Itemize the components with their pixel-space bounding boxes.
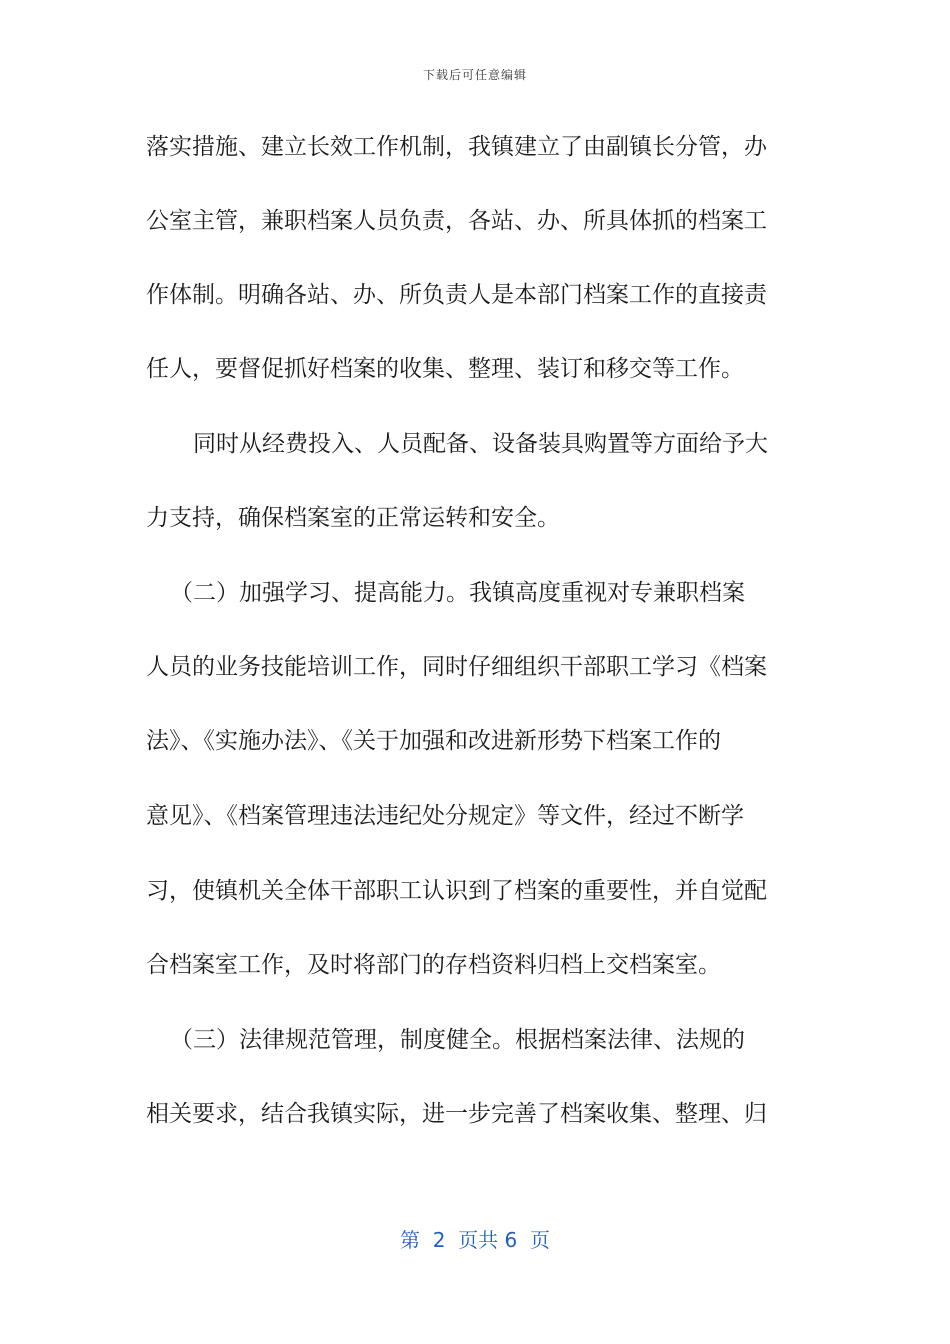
download-note: 下载后可任意编辑 [422,68,527,82]
text-line: 同时从经费投入、人员配备、设备装具购置等方面给予大 [193,431,768,457]
text-line: 任人，要督促抓好档案的收集、整理、装订和移交等工作。 [146,356,744,382]
text-line: 作体制。明确各站、办、所负责人是本部门档案工作的直接责 [146,282,767,308]
text-line: 意见》、《档案管理违法违纪处分规定》等文件，经过不断学 [146,803,744,829]
text-line: 法》、《实施办法》、《关于加强和改进新形势下档案工作的 [146,728,721,754]
text-line: 习，使镇机关全体干部职工认识到了档案的重要性，并自觉配 [146,878,767,904]
text-line: （二）加强学习、提高能力。我镇高度重视对专兼职档案 [170,580,745,606]
text-line: 公室主管，兼职档案人员负责，各站、办、所具体抓的档案工 [146,208,767,234]
text-line: 落实措施、建立长效工作机制，我镇建立了由副镇长分管，办 [146,134,767,160]
text-line: 相关要求，结合我镇实际，进一步完善了档案收集、整理、归 [146,1101,767,1127]
text-line: （三）法律规范管理，制度健全。根据档案法律、法规的 [170,1027,745,1053]
text-line: 合档案室工作，及时将部门的存档资料归档上交档案室。 [146,952,721,978]
page-number-footer: 第 2 页共 6 页 [400,1228,550,1252]
text-line: 力支持，确保档案室的正常运转和安全。 [146,505,560,531]
text-line: 人员的业务技能培训工作，同时仔细组织干部职工学习《档案 [146,654,767,680]
